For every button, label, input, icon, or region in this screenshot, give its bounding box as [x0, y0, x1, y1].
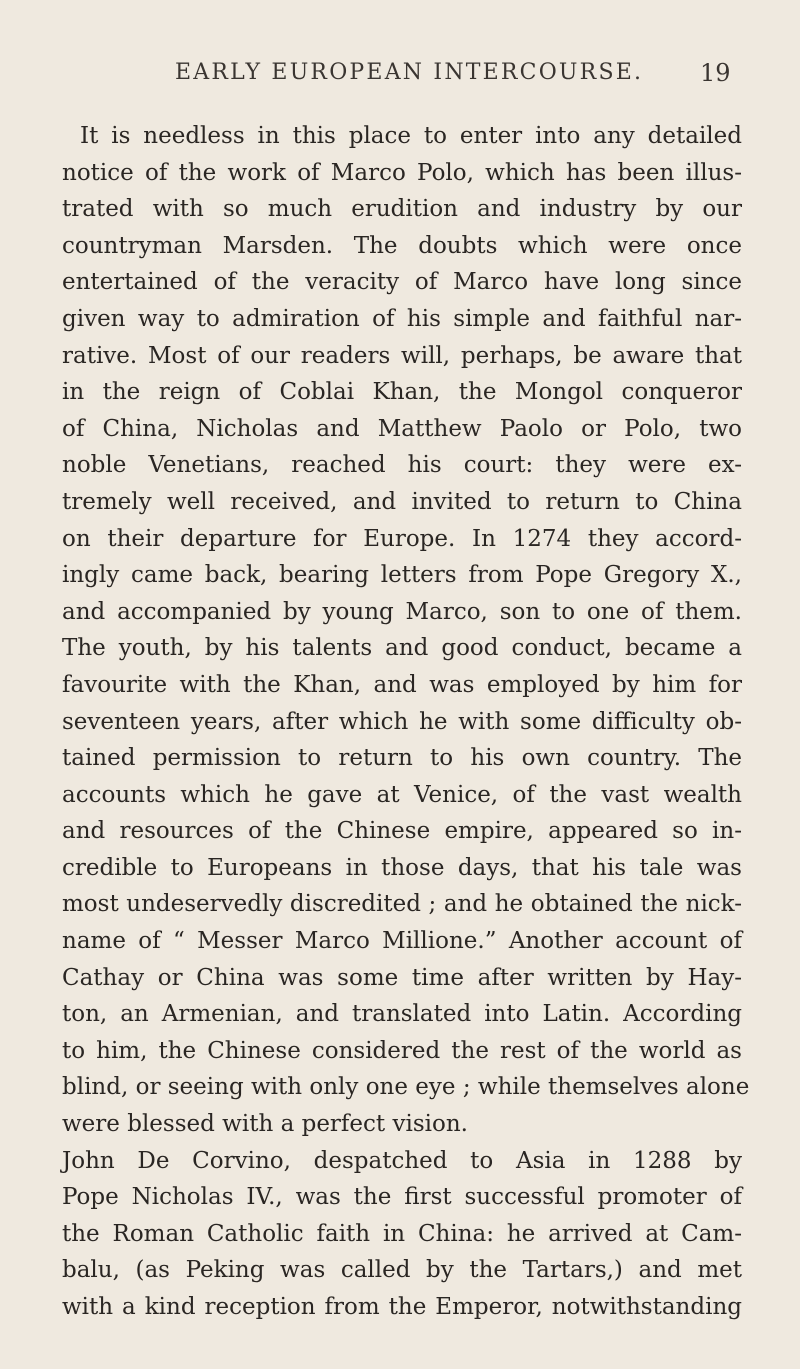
text-line: It is needless in this place to enter into any detailed	[80, 123, 742, 149]
text-line: seventeen years, after which he with some difficulty ob-	[62, 708, 742, 735]
text-line: notice of the work of Marco Polo, which has been illus-	[62, 159, 742, 186]
text-line: Cathay or China was some time after written by Hay-	[62, 964, 742, 991]
text-line: most undeservedly discredited ; and he obtained the nick-	[62, 891, 742, 918]
text-line: of China, Nicholas and Matthew Paolo or Polo, two	[62, 415, 742, 442]
text-line: tremely well received, and invited to return to China	[62, 488, 742, 515]
text-line: John De Corvino, despatched to Asia in 1288 by	[62, 1147, 742, 1174]
text-line: name of “ Messer Marco Millione.” Another account of	[62, 928, 742, 955]
text-line: noble Venetians, reached his court: they were ex-	[62, 452, 742, 479]
text-line: ton, an Armenian, and translated into Latin. According	[62, 1001, 742, 1028]
text-line: tained permission to return to his own country. The	[62, 745, 742, 772]
running-head	[0, 60, 800, 100]
text-line: trated with so much erudition and industry by our	[62, 196, 742, 223]
text-line: accounts which he gave at Venice, of the vast wealth	[62, 781, 742, 808]
text-line: entertained of the veracity of Marco have long since	[62, 269, 742, 296]
text-line: credible to Europeans in those days, that his tale was	[62, 854, 742, 881]
text-line: to him, the Chinese considered the rest of the world as	[62, 1037, 742, 1064]
text-line: and accompanied by young Marco, son to one of them.	[62, 598, 742, 625]
text-line: The youth, by his talents and good conduct, became a	[62, 635, 742, 662]
body-text	[62, 118, 750, 1326]
text-line: in the reign of Coblai Khan, the Mongol conqueror	[62, 379, 742, 406]
text-line: given way to admiration of his simple and faithful nar-	[62, 305, 742, 332]
text-line: favourite with the Khan, and was employed by him for	[62, 671, 742, 698]
text-line: were blessed with a perfect vision.	[62, 1111, 468, 1138]
text-line: with a kind reception from the Emperor, notwithstanding	[62, 1294, 742, 1320]
text-line: and resources of the Chinese empire, appeared so in-	[62, 818, 742, 845]
text-line: countryman Marsden. The doubts which were once	[62, 232, 742, 259]
text-line: Pope Nicholas IV., was the first successful promoter of	[62, 1184, 742, 1211]
text-line: blind, or seeing with only one eye ; while themselves alone	[62, 1074, 750, 1101]
text-line: rative. Most of our readers will, perhaps, be aware that	[62, 342, 742, 369]
text-line: balu, (as Peking was called by the Tartars,) and met	[62, 1257, 742, 1284]
text-line: on their departure for Europe. In 1274 they accord-	[62, 525, 742, 552]
text-line: ingly came back, bearing letters from Pope Gregory X.,	[62, 562, 742, 589]
text-line: the Roman Catholic faith in China: he arrived at Cam-	[62, 1220, 742, 1247]
running-title: EARLY EUROPEAN INTERCOURSE.	[175, 60, 644, 85]
page-number: 19	[700, 59, 731, 87]
